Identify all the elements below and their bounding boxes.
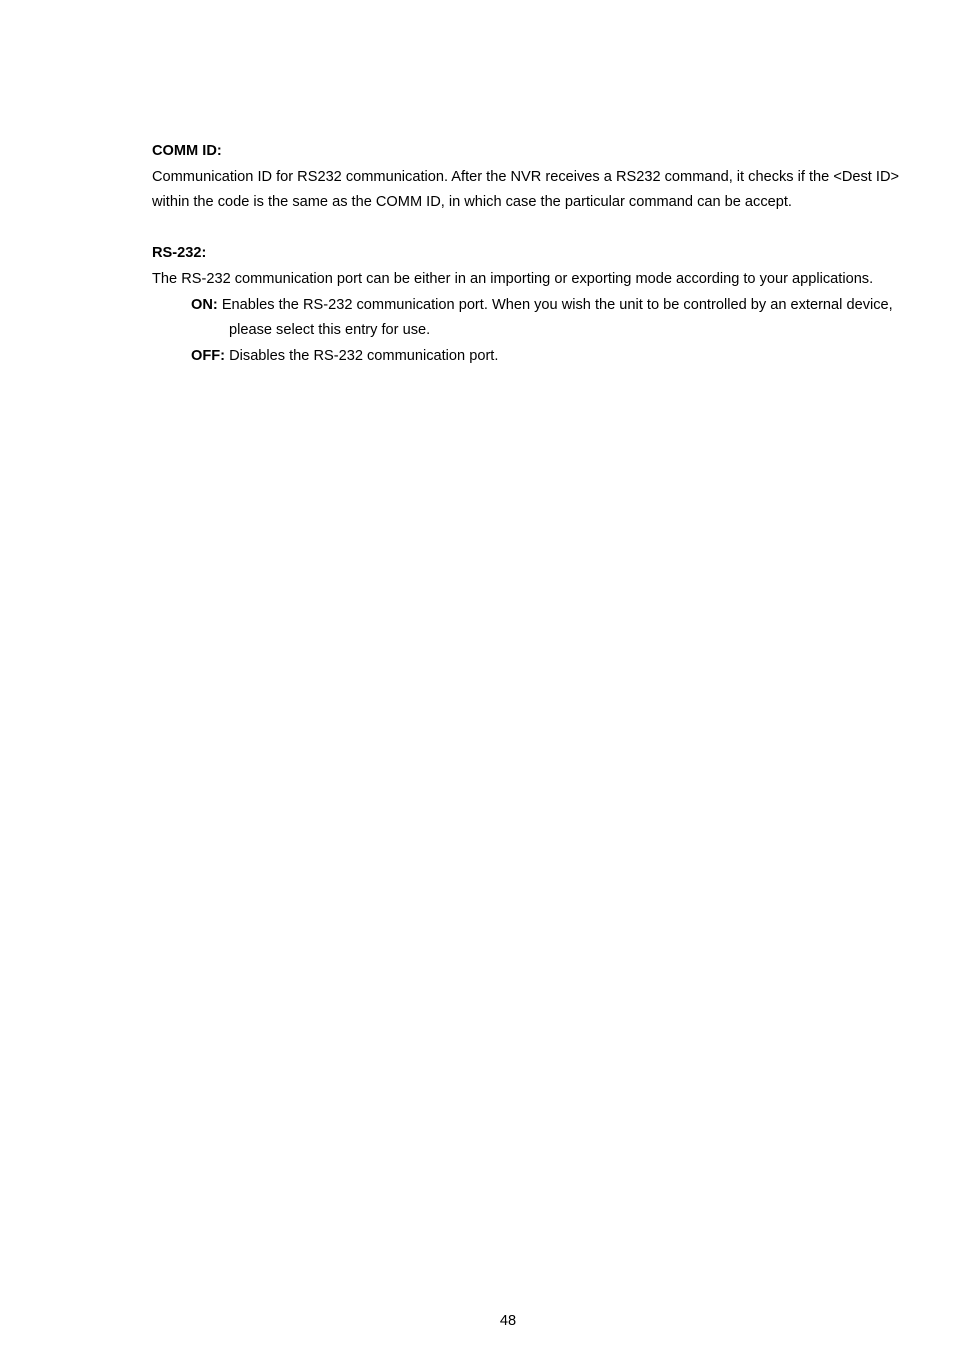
rs232-description: The RS-232 communication port can be either in an importing or exporting mode according to your applications. xyxy=(152,270,874,287)
option-off-description: Disables the RS-232 communication port. xyxy=(229,347,499,364)
option-on-term: ON: xyxy=(191,296,218,313)
comm-id-description: Communication ID for RS232 communication. After the NVR receives a RS232 command, it checks if the <Dest ID> within the code is the same as the COMM ID, in which case the particular command can be accept. xyxy=(152,168,900,211)
option-on-description: Enables the RS-232 communication port. When you wish the unit to be controlled by an external device, please select this entry for use. xyxy=(221,296,893,339)
rs232-section xyxy=(152,241,912,369)
rs232-heading: RS-232: xyxy=(152,245,207,262)
comm-id-heading: COMM ID: xyxy=(152,143,222,159)
rs232-option-on xyxy=(191,293,912,344)
page-number: 48 xyxy=(499,1313,517,1329)
comm-id-section xyxy=(152,139,912,216)
rs232-option-off xyxy=(191,344,912,370)
document-body xyxy=(152,139,912,369)
option-off-term: OFF: xyxy=(191,347,226,364)
